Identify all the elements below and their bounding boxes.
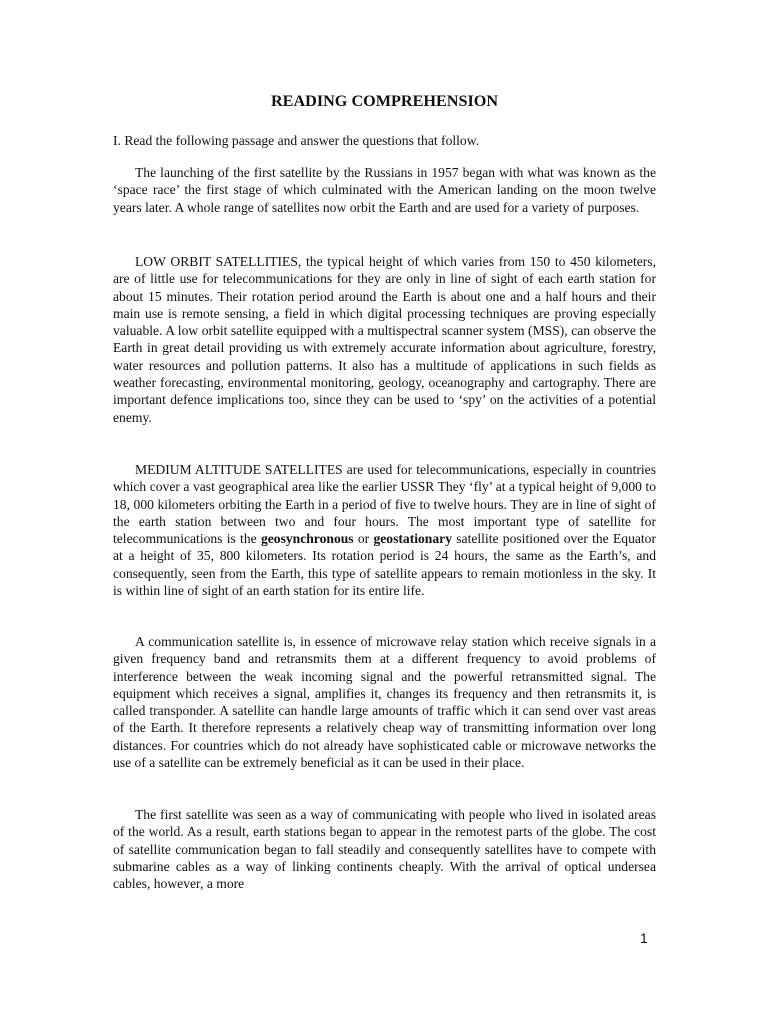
paragraph-low-orbit: LOW ORBIT SATELLITIES, the typical height of which varies from 150 to 450 kilometers, are of little use for telecommunications for they are only in line of sight of each earth station for about 15 minutes. Their rotation period around the Earth is about one and a half hours and their main use is remote sensing, a field in which digital processing techniques are proving especially valuable. A low orbit satellite equipped with a multispectral scanner system (MSS), can observe the Earth in great detail providing us with extremely accurate information about agriculture, forestry, water resources and pollution patterns. It also has a multitude of applications in such fields as weather forecasting, environmental monitoring, geology, oceanography and cartography. There are important defence implications too, since they can be used to ‘spy’ on the activities of a potential enemy. <box>113 254 656 425</box>
paragraph-medium-altitude-part2: or <box>353 531 374 547</box>
paragraph-intro: The launching of the first satellite by the Russians in 1957 began with what was known as the ‘space race’ the first stage of which culminated with the American landing on the moon twelve years later. A whole range of satellites now orbit the Earth and are used for a variety of purposes. <box>113 165 656 215</box>
paragraph-communication-satellite: A communication satellite is, in essence of microwave relay station which receive signals in a given frequency band and retransmits them at a different frequency to avoid problems of interference between the weak incoming signal and the powerful retransmitted signal. The equipment which receives a signal, amplifies it, changes its frequency and then retransmits it, is called transponder. A satellite can handle large amounts of traffic which it can send over vast areas of the Earth. It therefore represents a relatively cheap way of transmitting information over long distances. For countries which do not already have sophisticated cable or microwave networks the use of a satellite can be extremely beneficial as it can be used in their place. <box>113 634 656 771</box>
paragraph-first-satellite: The first satellite was seen as a way of communicating with people who lived in isolated areas of the world. As a result, earth stations began to appear in the remotest parts of the globe. The cost of satellite communication began to fall steadily and consequently satellites have to compete with submarine cables as a way of linking continents cheaply. With the arrival of optical undersea cables, however, a more <box>113 807 656 892</box>
paragraph-medium-altitude-part3: satellite positioned over the Equator at a height of 35, 800 kilometers. Its rotation period is 24 hours, the same as the Earth’s, and consequently, seen from the Earth, this type of satellite appears to remain motionless in the sky. It is within line of sight of an earth station for its entire life. <box>113 531 657 599</box>
term-geostationary: geostationary <box>373 531 452 547</box>
paragraph-medium-altitude-part1: MEDIUM ALTITUDE SATELLITES are used for telecommunications, especially in countries which cover a vast geographical area like the earlier USSR They ‘fly’ at a typical height of 9,000 to 18, 000 kilometers orbiting the Earth in a period of five to twelve hours. They are in line of sight of the earth station between two and four hours. The most important type of satellite for telecommunications is the <box>113 462 656 547</box>
term-geosynchronous: geosynchronous <box>260 531 354 547</box>
instruction-text: I. Read the following passage and answer the questions that follow. <box>113 133 480 148</box>
page-number: 1 <box>640 930 648 946</box>
paragraph-medium-altitude <box>113 461 656 599</box>
page-title: READING COMPREHENSION <box>270 92 499 110</box>
